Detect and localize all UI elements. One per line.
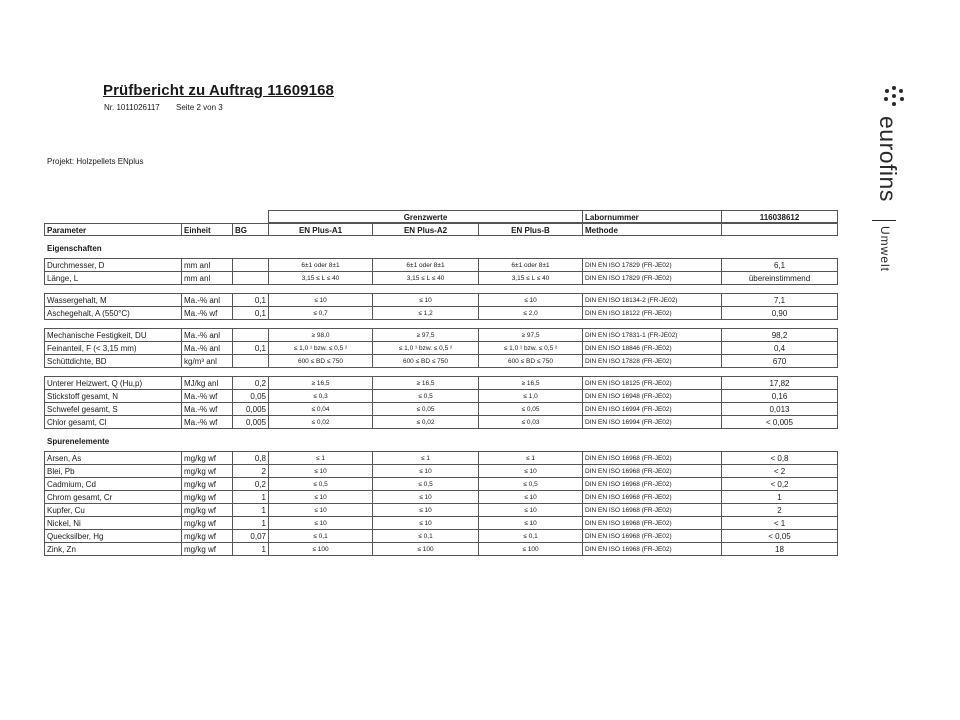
cell-bg <box>233 329 269 342</box>
cell-a2: ≤ 10 <box>373 504 479 517</box>
cell-unit: Ma.-% wf <box>182 403 233 416</box>
report-number: Nr. 1011026117 <box>104 103 160 112</box>
cell-parameter: Wassergehalt, M <box>44 294 182 307</box>
cell-result: 670 <box>722 355 838 368</box>
cell-bg: 1 <box>233 491 269 504</box>
cell-method: DIN EN ISO 16968 (FR-JE02) <box>583 452 722 465</box>
cell-parameter: Mechanische Festigkeit, DU <box>44 329 182 342</box>
cell-b: 6±1 oder 8±1 <box>479 259 583 272</box>
cell-unit: mg/kg wf <box>182 452 233 465</box>
cell-a1: ≤ 10 <box>269 517 373 530</box>
lab-number-value: 116038612 <box>722 210 838 223</box>
cell-method: DIN EN ISO 17831-1 (FR-JE02) <box>583 329 722 342</box>
cell-unit: Ma.-% anl <box>182 294 233 307</box>
section-title: Eigenschaften <box>47 244 102 253</box>
cell-a1: ≤ 0,1 <box>269 530 373 543</box>
table-row <box>44 403 838 416</box>
page-indicator: Seite 2 von 3 <box>175 103 223 112</box>
cell-method: DIN EN ISO 18134-2 (FR-JE02) <box>583 294 722 307</box>
cell-parameter: Schwefel gesamt, S <box>44 403 182 416</box>
cell-a2: ≤ 0,02 <box>373 416 479 429</box>
cell-bg <box>233 355 269 368</box>
cell-bg: 1 <box>233 543 269 556</box>
cell-parameter: Stickstoff gesamt, N <box>44 390 182 403</box>
cell-unit: Ma.-% anl <box>182 329 233 342</box>
report-subtitle <box>104 103 237 112</box>
cell-b: ≤ 10 <box>479 491 583 504</box>
table-row <box>44 376 838 390</box>
cell-a1: ≤ 0,7 <box>269 307 373 320</box>
report-title: Prüfbericht zu Auftrag 11609168 <box>103 82 334 99</box>
cell-a1: ≥ 16,5 <box>269 377 373 390</box>
cell-b: ≤ 1 <box>479 452 583 465</box>
cell-result: < 2 <box>722 465 838 478</box>
row-group-gap <box>44 320 838 328</box>
cell-bg: 1 <box>233 504 269 517</box>
cell-bg: 0,2 <box>233 377 269 390</box>
cell-a1: ≤ 0,02 <box>269 416 373 429</box>
cell-a1: ≤ 10 <box>269 491 373 504</box>
column-header-b: EN Plus-B <box>479 223 583 236</box>
table-column-header <box>44 223 838 236</box>
cell-unit: mg/kg wf <box>182 491 233 504</box>
cell-result: 98,2 <box>722 329 838 342</box>
cell-parameter: Aschegehalt, A (550°C) <box>44 307 182 320</box>
cell-parameter: Blei, Pb <box>44 465 182 478</box>
cell-unit: mm anl <box>182 259 233 272</box>
cell-b: 3,15 ≤ L ≤ 40 <box>479 272 583 285</box>
cell-a2: ≤ 0,05 <box>373 403 479 416</box>
table-row <box>44 416 838 429</box>
cell-bg: 0,2 <box>233 478 269 491</box>
cell-result: < 0,8 <box>722 452 838 465</box>
cell-result: 17,82 <box>722 377 838 390</box>
cell-b: ≥ 97,5 <box>479 329 583 342</box>
cell-result: 1 <box>722 491 838 504</box>
cell-method: DIN EN ISO 16948 (FR-JE02) <box>583 390 722 403</box>
cell-bg <box>233 272 269 285</box>
table-row <box>44 478 838 491</box>
table-row <box>44 517 838 530</box>
project-name: Projekt: Holzpellets ENplus <box>47 157 144 166</box>
cell-unit: Ma.-% wf <box>182 390 233 403</box>
cell-a2: ≥ 16,5 <box>373 377 479 390</box>
cell-method: DIN EN ISO 18125 (FR-JE02) <box>583 377 722 390</box>
cell-a2: ≤ 0,1 <box>373 530 479 543</box>
cell-parameter: Chlor gesamt, Cl <box>44 416 182 429</box>
cell-bg <box>233 259 269 272</box>
table-row <box>44 390 838 403</box>
results-table <box>44 210 838 556</box>
table-row <box>44 355 838 368</box>
cell-method: DIN EN ISO 16994 (FR-JE02) <box>583 416 722 429</box>
column-header-method: Methode <box>583 223 722 236</box>
logo-subtitle: Umwelt <box>878 226 892 273</box>
column-header-result <box>722 223 838 236</box>
cell-a2: ≤ 1,0 ¹ bzw. ≤ 0,5 ² <box>373 342 479 355</box>
cell-b: ≤ 10 <box>479 517 583 530</box>
cell-a1: 600 ≤ BD ≤ 750 <box>269 355 373 368</box>
cell-a2: 3,15 ≤ L ≤ 40 <box>373 272 479 285</box>
cell-b: ≤ 0,03 <box>479 416 583 429</box>
column-header-a1: EN Plus-A1 <box>269 223 373 236</box>
section-title: Spurenelemente <box>47 437 110 446</box>
table-body <box>44 236 838 556</box>
cell-result: 18 <box>722 543 838 556</box>
cell-a2: ≤ 1 <box>373 452 479 465</box>
cell-bg: 0,1 <box>233 294 269 307</box>
cell-a2: ≤ 0,5 <box>373 478 479 491</box>
lab-number-header: Labornummer <box>583 210 722 223</box>
cell-bg: 0,005 <box>233 403 269 416</box>
cell-method: DIN EN ISO 18122 (FR-JE02) <box>583 307 722 320</box>
cell-a1: 6±1 oder 8±1 <box>269 259 373 272</box>
column-header-unit: Einheit <box>182 223 233 236</box>
cell-method: DIN EN ISO 16968 (FR-JE02) <box>583 465 722 478</box>
cell-a1: ≤ 10 <box>269 294 373 307</box>
cell-method: DIN EN ISO 17828 (FR-JE02) <box>583 355 722 368</box>
cell-unit: mg/kg wf <box>182 530 233 543</box>
cell-result: 0,90 <box>722 307 838 320</box>
cell-result: < 0,005 <box>722 416 838 429</box>
table-row <box>44 465 838 478</box>
cell-b: ≤ 1,0 <box>479 390 583 403</box>
cell-parameter: Quecksilber, Hg <box>44 530 182 543</box>
cell-b: ≤ 0,5 <box>479 478 583 491</box>
cell-unit: Ma.-% anl <box>182 342 233 355</box>
table-row <box>44 451 838 465</box>
cell-a2: ≤ 10 <box>373 465 479 478</box>
row-group-gap <box>44 368 838 376</box>
cell-a2: ≤ 10 <box>373 294 479 307</box>
cell-parameter: Durchmesser, D <box>44 259 182 272</box>
cell-unit: mm anl <box>182 272 233 285</box>
table-row <box>44 293 838 307</box>
cell-unit: MJ/kg anl <box>182 377 233 390</box>
cell-a2: ≤ 10 <box>373 517 479 530</box>
cell-a1: ≤ 10 <box>269 504 373 517</box>
cell-method: DIN EN ISO 16968 (FR-JE02) <box>583 478 722 491</box>
cell-a1: ≥ 98,0 <box>269 329 373 342</box>
cell-b: ≤ 0,1 <box>479 530 583 543</box>
cell-a1: ≤ 100 <box>269 543 373 556</box>
cell-unit: mg/kg wf <box>182 465 233 478</box>
cell-method: DIN EN ISO 16968 (FR-JE02) <box>583 504 722 517</box>
cell-unit: Ma.-% wf <box>182 307 233 320</box>
cell-unit: mg/kg wf <box>182 517 233 530</box>
cell-unit: mg/kg wf <box>182 504 233 517</box>
cell-parameter: Unterer Heizwert, Q (Hu,p) <box>44 377 182 390</box>
cell-result: 2 <box>722 504 838 517</box>
cell-a1: ≤ 0,04 <box>269 403 373 416</box>
cell-a2: ≤ 100 <box>373 543 479 556</box>
cell-a2: ≥ 97,5 <box>373 329 479 342</box>
cell-bg: 2 <box>233 465 269 478</box>
row-group-gap <box>44 285 838 293</box>
logo-dots-icon <box>884 86 906 108</box>
table-row <box>44 504 838 517</box>
column-header-parameter: Parameter <box>44 223 182 236</box>
cell-parameter: Chrom gesamt, Cr <box>44 491 182 504</box>
table-row <box>44 342 838 355</box>
cell-b: ≥ 16,5 <box>479 377 583 390</box>
cell-parameter: Zink, Zn <box>44 543 182 556</box>
cell-a2: 600 ≤ BD ≤ 750 <box>373 355 479 368</box>
cell-method: DIN EN ISO 18846 (FR-JE02) <box>583 342 722 355</box>
cell-parameter: Kupfer, Cu <box>44 504 182 517</box>
cell-bg: 0,05 <box>233 390 269 403</box>
cell-method: DIN EN ISO 16968 (FR-JE02) <box>583 491 722 504</box>
cell-bg: 0,8 <box>233 452 269 465</box>
cell-result: 0,4 <box>722 342 838 355</box>
cell-parameter: Feinanteil, F (< 3,15 mm) <box>44 342 182 355</box>
limits-group-header: Grenzwerte <box>269 210 583 223</box>
cell-a1: ≤ 1,0 ¹ bzw. ≤ 0,5 ² <box>269 342 373 355</box>
cell-method: DIN EN ISO 16968 (FR-JE02) <box>583 543 722 556</box>
cell-b: ≤ 1,0 ¹ bzw. ≤ 0,5 ² <box>479 342 583 355</box>
cell-b: 600 ≤ BD ≤ 750 <box>479 355 583 368</box>
cell-result: 0,16 <box>722 390 838 403</box>
cell-parameter: Länge, L <box>44 272 182 285</box>
cell-method: DIN EN ISO 17829 (FR-JE02) <box>583 259 722 272</box>
cell-unit: kg/m³ anl <box>182 355 233 368</box>
cell-unit: mg/kg wf <box>182 543 233 556</box>
table-row <box>44 543 838 556</box>
table-row <box>44 307 838 320</box>
cell-bg: 0,005 <box>233 416 269 429</box>
cell-b: ≤ 0,05 <box>479 403 583 416</box>
cell-a2: 6±1 oder 8±1 <box>373 259 479 272</box>
cell-parameter: Schüttdichte, BD <box>44 355 182 368</box>
table-row <box>44 328 838 342</box>
cell-bg: 0,1 <box>233 307 269 320</box>
cell-result: 6,1 <box>722 259 838 272</box>
table-row <box>44 272 838 285</box>
cell-bg: 0,1 <box>233 342 269 355</box>
cell-method: DIN EN ISO 16994 (FR-JE02) <box>583 403 722 416</box>
cell-result: < 0,05 <box>722 530 838 543</box>
cell-a1: ≤ 1 <box>269 452 373 465</box>
cell-method: DIN EN ISO 17829 (FR-JE02) <box>583 272 722 285</box>
cell-b: ≤ 10 <box>479 294 583 307</box>
cell-method: DIN EN ISO 16968 (FR-JE02) <box>583 530 722 543</box>
cell-result: 7,1 <box>722 294 838 307</box>
cell-parameter: Arsen, As <box>44 452 182 465</box>
cell-b: ≤ 2,0 <box>479 307 583 320</box>
cell-result: übereinstimmend <box>722 272 838 285</box>
cell-a1: ≤ 0,5 <box>269 478 373 491</box>
cell-method: DIN EN ISO 16968 (FR-JE02) <box>583 517 722 530</box>
cell-bg: 1 <box>233 517 269 530</box>
cell-result: < 0,2 <box>722 478 838 491</box>
cell-b: ≤ 100 <box>479 543 583 556</box>
table-row <box>44 530 838 543</box>
cell-bg: 0,07 <box>233 530 269 543</box>
cell-a2: ≤ 10 <box>373 491 479 504</box>
logo-divider <box>872 220 896 221</box>
cell-b: ≤ 10 <box>479 504 583 517</box>
cell-a2: ≤ 0,5 <box>373 390 479 403</box>
cell-parameter: Nickel, Ni <box>44 517 182 530</box>
cell-a2: ≤ 1,2 <box>373 307 479 320</box>
table-row <box>44 258 838 272</box>
column-header-bg: BG <box>233 223 269 236</box>
cell-a1: ≤ 0,3 <box>269 390 373 403</box>
cell-result: < 1 <box>722 517 838 530</box>
cell-a1: 3,15 ≤ L ≤ 40 <box>269 272 373 285</box>
cell-parameter: Cadmium, Cd <box>44 478 182 491</box>
table-row <box>44 491 838 504</box>
table-group-header <box>44 210 838 223</box>
cell-b: ≤ 10 <box>479 465 583 478</box>
eurofins-logo <box>866 86 916 306</box>
column-header-a2: EN Plus-A2 <box>373 223 479 236</box>
cell-result: 0,013 <box>722 403 838 416</box>
logo-wordmark: eurofins <box>875 116 901 202</box>
cell-unit: Ma.-% wf <box>182 416 233 429</box>
cell-a1: ≤ 10 <box>269 465 373 478</box>
cell-unit: mg/kg wf <box>182 478 233 491</box>
